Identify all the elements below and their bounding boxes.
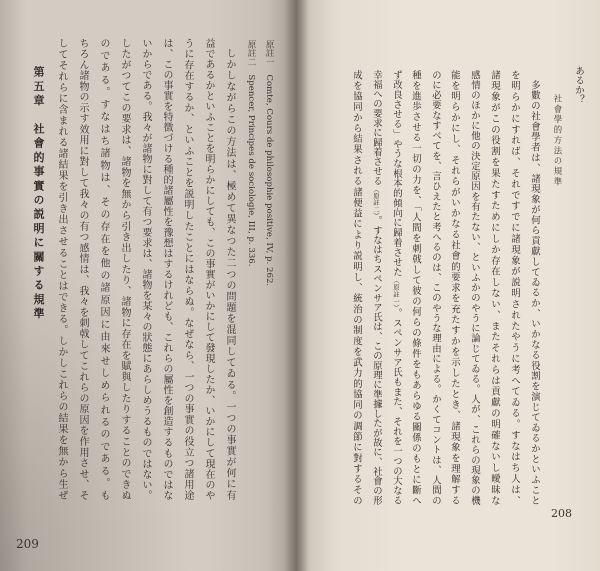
text-segment: 。すなはちスペンサア氏は、この原理に準據したが故に、社會の形 [371,215,382,505]
text-column: うに存在するか、といふことを説明したことにはならぬ。なぜなら、一つの事實の役立つ諸用途 [182,38,193,500]
text-column: してそれらに含まれる諸結果を引き出させることはできる。しかしこれらの結果を無から生ぜ [56,38,67,500]
footnote-mark: （原註一） [392,277,400,309]
text-column: のに必要なすべてを、言ひえたと考へるのは、このやうな理由による。かくてコントは、人間の [430,70,441,505]
text-segment: 。スペンサア氏もまた、それを一つの大なる [391,308,402,505]
text-column: 多數の社會學者は、諸現象が何ら貢獻してゐるか、いかなる役割を演じてゐるかといふこと [529,80,540,505]
footnote: 原註二 Spencer, Principes de sociologie, III, p. 336. [246,40,256,267]
footnote-mark: （原註二） [372,185,380,216]
paragraph-end-line: あるか？ [573,66,584,105]
page-number: 209 [16,537,39,551]
text-column [369,70,383,505]
footnote: 原註一 Comte, Cours de philosophie positive, IV, p. 262. [264,40,274,287]
text-column: 益であるかといふことを明らかにしても、この事實がいかにして發現したか、いかにして現在のや [203,38,214,500]
text-column: のである。すなはち諸物は、その存在を他の諸原因に由來せしめられるのである。も [98,38,109,500]
text-column: を明らかにすれば、それですでに諸現象が説明されたやうに考へてゐる。すなはち人は、 [509,70,520,505]
left-page [0,0,296,571]
text-column [389,70,403,505]
running-head: 社會學的方法の規準 [553,94,563,188]
text-segment: 幸福への要求に歸着させる [371,70,382,186]
text-column: ちろん諸物の示す效用に對して我々の有つ感情は、我々を刺戟してこれらの原因を作用させ、そ [77,38,88,500]
page-number: 208 [551,507,572,520]
text-column: いからである。我々が諸物に對して有つ要求は、諸物を某々の狀態にあらしめうるものではない。 [140,38,151,500]
chapter-running-head: 第五章 社會的事實の説明に關する規準 [32,66,45,322]
right-page [296,0,600,571]
text-column: しかしながらこの方法は、極めて異なつた二つの問題を混同してゐる。一つの事實が何に有 [224,48,235,500]
text-column: 感情のほかに他の決定原因を有たない、といふかのやうに論じてゐる。人が、これらの現象の機 [469,70,480,505]
text-column: 能を明らかにし、それらがいかなる社會的要求を充たすかを示したとき、諸現象を理解する [449,70,460,505]
text-column: は、この事實を特徴づける種的諸屬性を豫想はするけれども、これらの屬性を創造するものではな [161,38,172,500]
text-segment: ず改良させる」やうな根本的傾向に歸着させた [391,70,402,278]
text-column: 種を進歩させる一切の力を、「人間を刺戟して彼の何らの條件をもあらゆる關係のもとに斷へ [410,70,421,505]
text-column: したがつてこの要求は、諸物を無から引き出したり、諸物に存在を賦與したりすることのできぬ [119,38,130,500]
text-column: 諸現象がこの役割を果たすためにしか存在しない、またそれらは貢獻の明確ないし曖昧な [489,70,500,505]
text-column: 成を協同から結果される諸便益により説明し、統治の制度を武力的協同の調節に對するその [351,70,362,505]
